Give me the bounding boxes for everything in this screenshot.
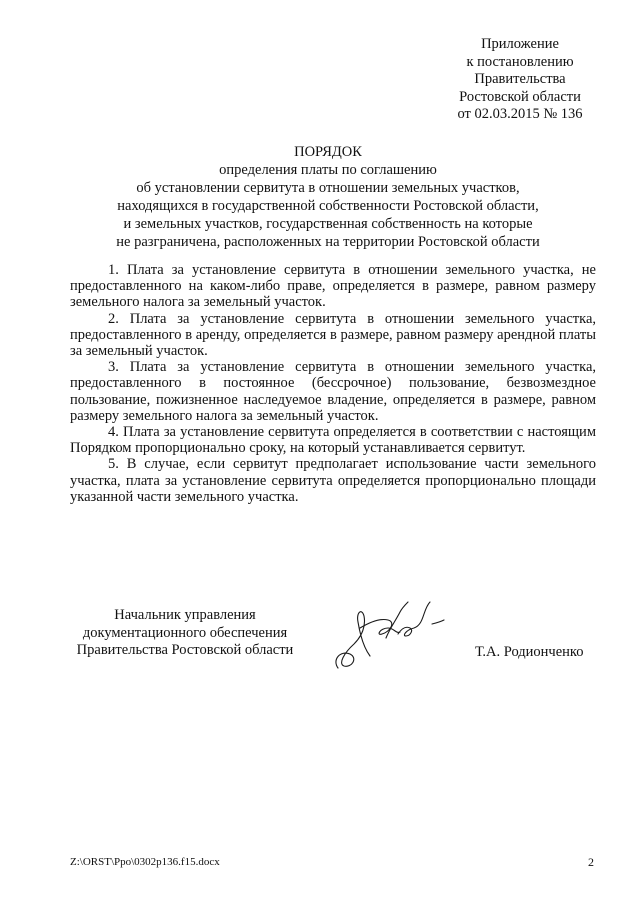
footer-page-number: 2 [588,855,594,869]
title-line: об установлении сервитута в отношении земельных участков, [136,180,520,196]
title-line: не разграничена, расположенных на территории Ростовской области [116,234,540,250]
paragraph-3: 3. Плата за установление сервитута в отношении земельного участка, предоставленного в постоянное (бессрочное) пользование, безвозмездное пользование, пожизненное наследуемое владение, определяется в размере, равном размеру земельного налога за земельный участок. [70,359,596,424]
handwritten-signature [330,598,450,673]
title-line: находящихся в государственной собственности Ростовской области, [117,198,539,214]
appendix-line: Правительства [474,71,566,87]
document-body [70,262,596,505]
title-line: и земельных участков, государственная собственность на которые [123,216,533,232]
signatory-position-line: документационного обеспечения [82,624,288,641]
paragraph-5: 5. В случае, если сервитут предполагает использование части земельного участка, плата за установление сервитута определяется пропорционально площади указанной части земельного участка. [70,456,596,505]
paragraph-2: 2. Плата за установление сервитута в отношении земельного участка, предоставленного в аренду, определяется в размере, равном размеру арендной платы за земельный участок. [70,310,596,360]
appendix-date-line: от 02.03.2015 № 136 [457,106,583,122]
appendix-line: Приложение [481,36,559,52]
document-title [60,143,596,251]
appendix-block [420,36,620,124]
signatory-position-line: Правительства Ростовской области [76,642,294,658]
signatory-name: Т.А. Родионченко [475,644,584,660]
paragraph-1: 1. Плата за установление сервитута в отношении земельного участка, не предоставленного на каком-либо праве, определяется в размере, равном размеру земельного налога за земельный участок. [70,262,596,311]
signatory-position [70,607,300,660]
appendix-line: Ростовской области [459,88,581,105]
paragraph-4: 4. Плата за установление сервитута определяется в соответствии с настоящим Порядком пропорционально сроку, на который устанавливается сервитут. [70,424,596,457]
appendix-line: к постановлению [466,53,574,70]
title-heading: ПОРЯДОК [294,144,362,160]
footer-file-path: Z:\ORST\Ppo\0302p136.f15.docx [70,856,220,868]
title-line: определения платы по соглашению [219,162,437,178]
signatory-position-line: Начальник управления [114,607,256,623]
